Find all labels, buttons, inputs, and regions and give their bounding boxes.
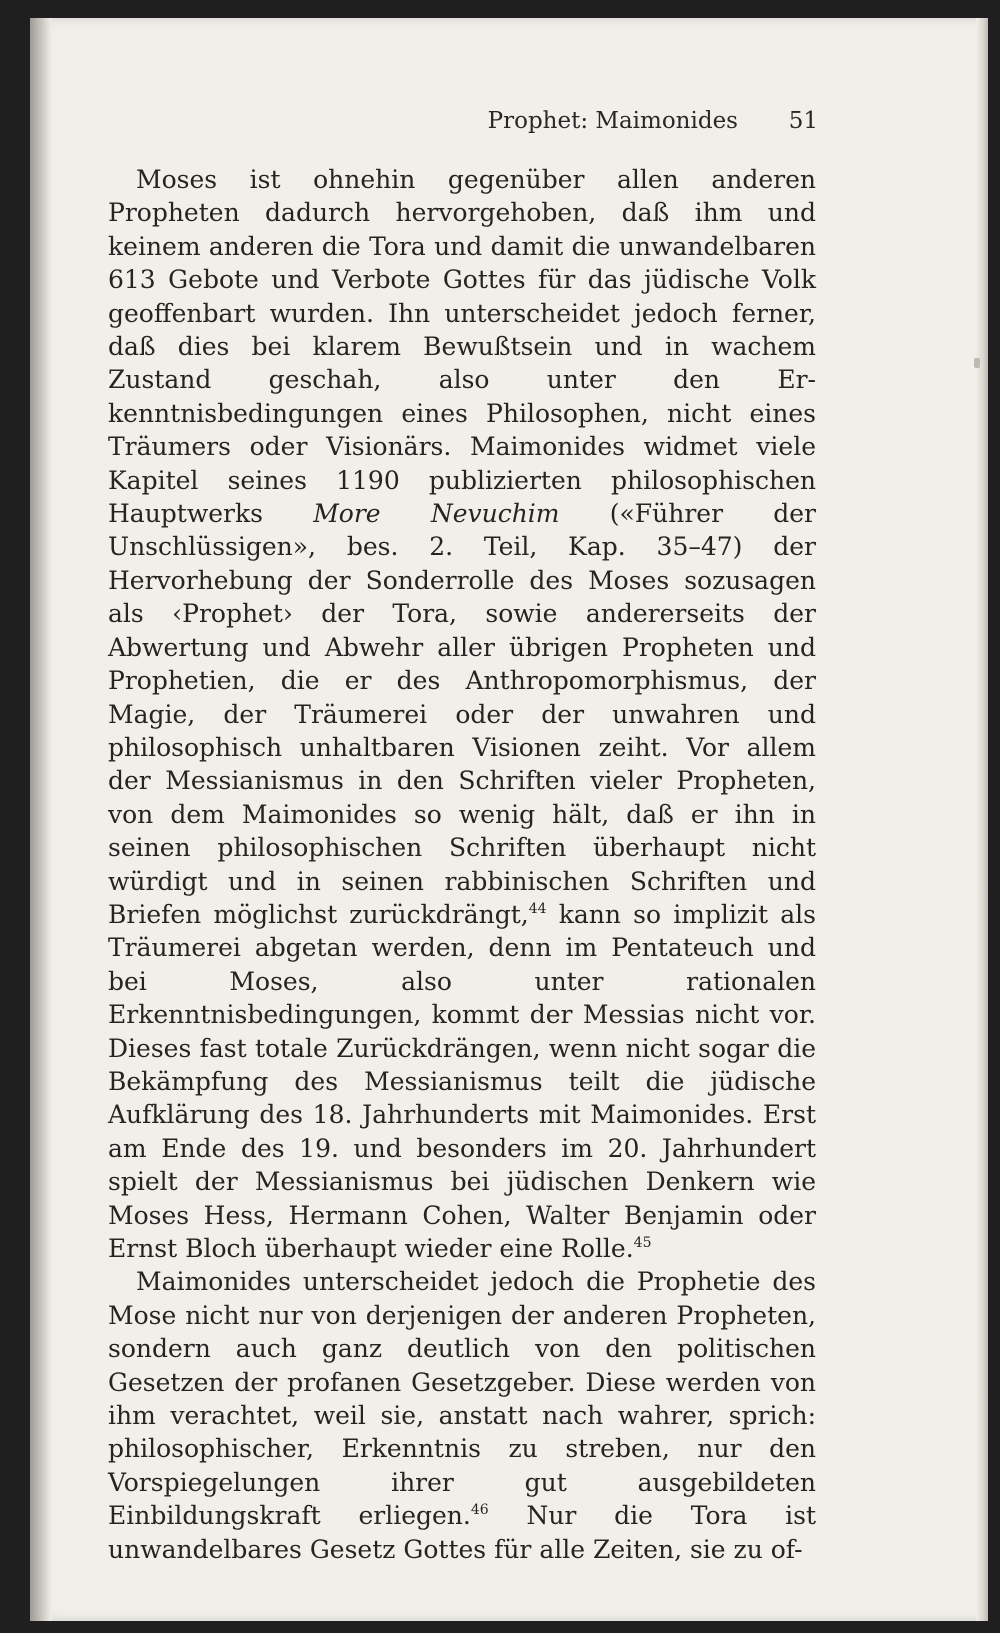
body-text (108, 163, 816, 1566)
text-run: Nur die Tora ist unwandelbares Gesetz Gottes für alle Zeiten, sie zu of- (108, 1501, 816, 1564)
page-gutter-shadow (30, 18, 52, 1621)
page-fore-edge (976, 18, 988, 1621)
book-title-italic: More Nevuchim (313, 499, 560, 529)
footnote-ref-45[interactable]: 45 (633, 1235, 652, 1251)
footnote-ref-46[interactable]: 46 (470, 1502, 489, 1519)
footnote-ref-44[interactable]: 44 (528, 900, 547, 917)
running-head: Prophet: Maimonides (487, 108, 738, 134)
page-number: 51 (788, 108, 818, 134)
edge-mark (974, 358, 980, 368)
text-run: Maimonides unterscheidet jedoch die Prophetie des Mose nicht nur von derjenigen der anderen Propheten, sondern auch ganz deutlich von den politischen Gesetzen der profanen Gesetzgeber. Diese werden von ihm verachtet, weil sie, anstatt nach wahrer, sprich: philosophischer, Erkenntnis zu streben, nur den Vorspiegelungen ihrer gut ausgebildeten Einbildungskraft erliegen. (108, 1267, 816, 1531)
page-header (108, 108, 818, 144)
text-run: Moses ist ohnehin gegenüber allen anderen Propheten dadurch hervorgehoben, daß ihm und keinem anderen die Tora und damit die unwandelbaren 613 Gebote und Verbote Gottes für das jüdische Volk geoffenbart wurden. Ihn unterscheidet jedoch ferner, daß dies bei klarem Bewußtsein und in wachem Zustand geschah, also unter den Erkenntnisbedingungen eines Philosophen, nicht eines Träumers oder Visionärs. Maimonides widmet viele Kapitel seines 1190 publizierten philosophischen Hauptwerks (108, 165, 816, 529)
text-run: kann so implizit als Träumerei abgetan werden, denn im Pentateuch und bei Moses, also unter rationalen Erkenntnisbedingungen, kommt der Messias nicht vor. Dieses fast totale Zurückdrängen, wenn nicht sogar die Bekämpfung des Messianismus teilt die jüdische Aufklärung des 18. Jahrhunderts mit Maimonides. Erst am Ende des 19. und besonders im 20. Jahrhundert spielt der Messianismus bei jüdischen Denkern wie Moses Hess, Hermann Cohen, Walter Benjamin oder Ernst Bloch überhaupt wieder eine Rolle. (108, 899, 816, 1263)
paragraph-2 (108, 1265, 816, 1566)
text-run: («Führer der Unschlüssigen», bes. 2. Teil, Kap. 35–47) der Hervorhebung der Sonderrolle des Moses sozusagen als ‹Prophet› der Tora, sowie andererseits der Abwertung und Abwehr aller übrigen Propheten und Prophetien, die er des Anthropomorphismus, der Magie, der Träumerei oder der unwahren und philosophisch unhaltbaren Visionen zeiht. Vor allem der Messianismus in den Schriften vieler Propheten, von dem Maimonides so wenig hält, daß er ihn in seinen philosophischen Schriften überhaupt nicht würdigt und in seinen rabbinischen Schriften und Briefen möglichst zurückdrängt, (108, 499, 816, 929)
paragraph-1 (108, 163, 816, 1265)
